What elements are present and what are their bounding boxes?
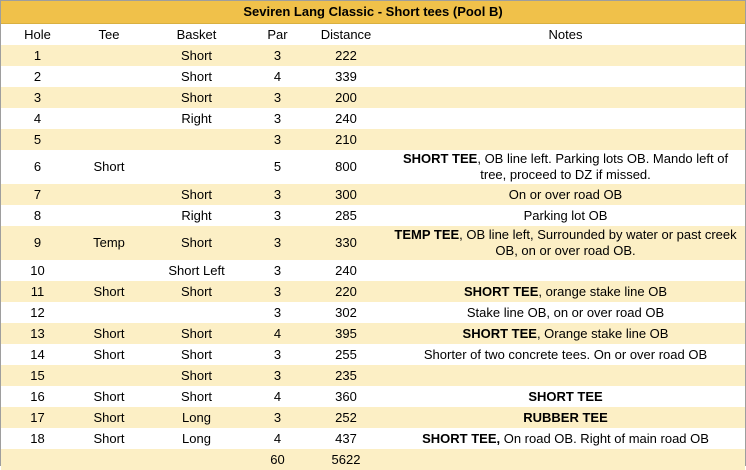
distance-cell: 437 <box>306 428 386 449</box>
tee-cell <box>74 66 144 87</box>
notes-cell <box>386 66 745 87</box>
hole-cell: 3 <box>1 87 74 108</box>
table-row <box>1 323 745 344</box>
hole-cell: 7 <box>1 184 74 205</box>
tee-cell: Short <box>74 407 144 428</box>
hole-cell: 15 <box>1 365 74 386</box>
distance-cell: 222 <box>306 45 386 66</box>
tee-cell <box>74 302 144 323</box>
notes-cell <box>386 108 745 129</box>
par-cell: 3 <box>249 281 306 302</box>
par-cell: 3 <box>249 226 306 260</box>
par-cell: 3 <box>249 344 306 365</box>
basket-cell <box>144 150 249 184</box>
notes-text: , OB line left, Surrounded by water or past creek OB, on or over road OB. <box>459 227 737 258</box>
notes-bold-text: SHORT TEE, <box>422 430 501 446</box>
table-row <box>1 226 745 260</box>
table-row <box>1 45 745 66</box>
distance-cell: 330 <box>306 226 386 260</box>
hole-cell: 18 <box>1 428 74 449</box>
notes-bold-text: SHORT TEE <box>402 151 478 166</box>
notes-cell <box>386 184 745 205</box>
distance-cell: 285 <box>306 205 386 226</box>
basket-cell: Long <box>144 407 249 428</box>
par-cell: 3 <box>249 129 306 150</box>
hole-cell: 1 <box>1 45 74 66</box>
notes-cell <box>386 129 745 150</box>
par-cell: 5 <box>249 150 306 184</box>
basket-cell: Short <box>144 66 249 87</box>
notes-cell <box>386 302 745 323</box>
notes-cell <box>386 260 745 281</box>
total-par: 60 <box>249 449 306 470</box>
notes-cell <box>386 428 745 449</box>
table-row <box>1 205 745 226</box>
hole-cell: 6 <box>1 150 74 184</box>
basket-cell: Short <box>144 344 249 365</box>
tee-cell <box>74 87 144 108</box>
basket-cell: Short <box>144 87 249 108</box>
notes-cell <box>386 45 745 66</box>
distance-cell: 252 <box>306 407 386 428</box>
distance-cell: 800 <box>306 150 386 184</box>
notes-text: Shorter of two concrete tees. On or over road OB <box>423 346 708 362</box>
table-row <box>1 150 745 184</box>
table-row <box>1 302 745 323</box>
tee-cell: Short <box>74 281 144 302</box>
basket-cell: Short <box>144 281 249 302</box>
table-row <box>1 365 745 386</box>
distance-cell: 302 <box>306 302 386 323</box>
basket-cell: Short <box>144 365 249 386</box>
hole-cell: 2 <box>1 66 74 87</box>
table-row <box>1 129 745 150</box>
hole-cell: 12 <box>1 302 74 323</box>
tee-cell <box>74 205 144 226</box>
notes-bold-text: SHORT TEE <box>462 325 537 341</box>
notes-cell <box>386 407 745 428</box>
distance-cell: 240 <box>306 108 386 129</box>
totals-row <box>1 449 745 470</box>
par-cell: 3 <box>249 108 306 129</box>
distance-cell: 300 <box>306 184 386 205</box>
hole-cell: 4 <box>1 108 74 129</box>
notes-text: Parking lot OB <box>523 207 608 223</box>
notes-bold-text: SHORT TEE <box>463 283 539 299</box>
col-header-tee: Tee <box>74 24 144 46</box>
totals-empty-cell <box>1 449 74 470</box>
par-cell: 4 <box>249 323 306 344</box>
distance-cell: 210 <box>306 129 386 150</box>
hole-cell: 10 <box>1 260 74 281</box>
notes-cell <box>386 150 745 184</box>
notes-text: Stake line OB, on or over road OB <box>466 304 665 320</box>
totals-empty-cell <box>144 449 249 470</box>
notes-cell <box>386 344 745 365</box>
tee-cell: Short <box>74 323 144 344</box>
basket-cell <box>144 129 249 150</box>
table-row <box>1 407 745 428</box>
hole-cell: 8 <box>1 205 74 226</box>
notes-cell <box>386 323 745 344</box>
distance-cell: 360 <box>306 386 386 407</box>
tee-cell <box>74 260 144 281</box>
tee-cell <box>74 365 144 386</box>
notes-cell <box>386 281 745 302</box>
par-cell: 3 <box>249 205 306 226</box>
table-row <box>1 428 745 449</box>
distance-cell: 200 <box>306 87 386 108</box>
basket-cell: Short Left <box>144 260 249 281</box>
col-header-notes: Notes <box>386 24 745 46</box>
par-cell: 4 <box>249 428 306 449</box>
table-row <box>1 260 745 281</box>
basket-cell: Short <box>144 323 249 344</box>
distance-cell: 240 <box>306 260 386 281</box>
tee-cell: Temp <box>74 226 144 260</box>
basket-cell: Long <box>144 428 249 449</box>
basket-cell: Short <box>144 386 249 407</box>
par-cell: 3 <box>249 365 306 386</box>
par-cell: 3 <box>249 260 306 281</box>
hole-cell: 11 <box>1 281 74 302</box>
notes-cell <box>386 205 745 226</box>
hole-cell: 9 <box>1 226 74 260</box>
notes-bold-text: TEMP TEE <box>394 227 460 242</box>
notes-text: , OB line left. Parking lots OB. Mando left of tree, proceed to DZ if missed. <box>477 151 729 182</box>
totals-empty-cell <box>74 449 144 470</box>
hole-cell: 14 <box>1 344 74 365</box>
table-row <box>1 344 745 365</box>
sheet-title: Seviren Lang Classic - Short tees (Pool B) <box>1 1 745 24</box>
notes-cell <box>386 386 745 407</box>
basket-cell: Short <box>144 184 249 205</box>
table-row <box>1 386 745 407</box>
basket-cell: Short <box>144 226 249 260</box>
table-row <box>1 108 745 129</box>
tee-cell <box>74 184 144 205</box>
notes-text: On or over road OB <box>508 186 623 202</box>
col-header-basket: Basket <box>144 24 249 46</box>
basket-cell: Right <box>144 205 249 226</box>
notes-cell <box>386 87 745 108</box>
table-row <box>1 66 745 87</box>
table-row <box>1 281 745 302</box>
distance-cell: 339 <box>306 66 386 87</box>
par-cell: 3 <box>249 45 306 66</box>
hole-table <box>1 1 745 470</box>
notes-text: , Orange stake line OB <box>536 325 669 341</box>
par-cell: 4 <box>249 386 306 407</box>
header-row <box>1 24 745 46</box>
col-header-par: Par <box>249 24 306 46</box>
distance-cell: 395 <box>306 323 386 344</box>
notes-bold-text: RUBBER TEE <box>523 409 608 425</box>
tee-cell <box>74 108 144 129</box>
basket-cell: Right <box>144 108 249 129</box>
notes-bold-text: SHORT TEE <box>528 388 603 404</box>
totals-empty-cell <box>386 449 745 470</box>
table-row <box>1 184 745 205</box>
tee-cell: Short <box>74 150 144 184</box>
hole-cell: 16 <box>1 386 74 407</box>
tee-cell: Short <box>74 386 144 407</box>
hole-cell: 5 <box>1 129 74 150</box>
tee-cell: Short <box>74 344 144 365</box>
notes-text: On road OB. Right of main road OB <box>500 430 709 446</box>
table-row <box>1 87 745 108</box>
notes-cell <box>386 365 745 386</box>
par-cell: 3 <box>249 87 306 108</box>
par-cell: 4 <box>249 66 306 87</box>
hole-cell: 13 <box>1 323 74 344</box>
notes-cell <box>386 226 745 260</box>
distance-cell: 220 <box>306 281 386 302</box>
title-row <box>1 1 745 24</box>
col-header-distance: Distance <box>306 24 386 46</box>
hole-cell: 17 <box>1 407 74 428</box>
par-cell: 3 <box>249 302 306 323</box>
distance-cell: 255 <box>306 344 386 365</box>
basket-cell <box>144 302 249 323</box>
tee-cell <box>74 129 144 150</box>
tee-cell <box>74 45 144 66</box>
distance-cell: 235 <box>306 365 386 386</box>
col-header-hole: Hole <box>1 24 74 46</box>
tee-cell: Short <box>74 428 144 449</box>
total-distance: 5622 <box>306 449 386 470</box>
notes-text: , orange stake line OB <box>538 283 668 299</box>
par-cell: 3 <box>249 184 306 205</box>
par-cell: 3 <box>249 407 306 428</box>
basket-cell: Short <box>144 45 249 66</box>
